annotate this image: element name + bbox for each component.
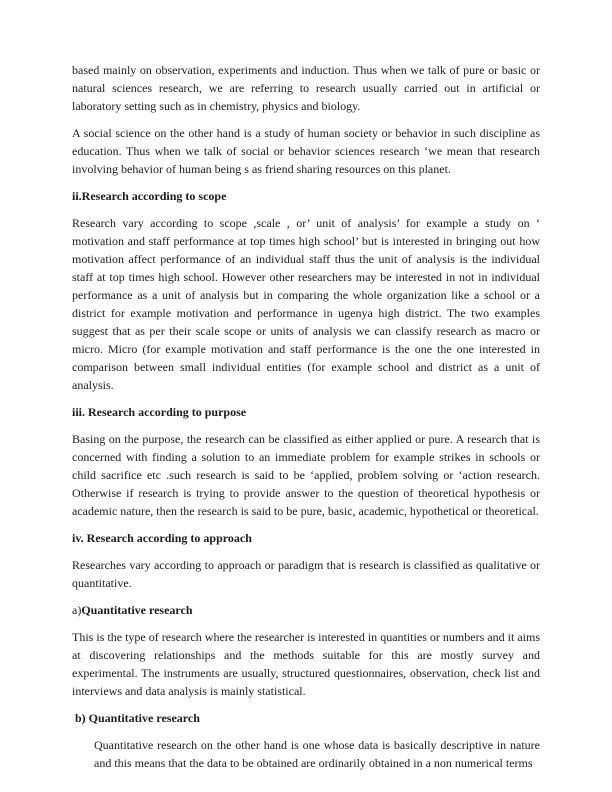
paragraph-social-science: A social science on the other hand is a study of human society or behavior in such discipline as education. Thus when we talk of social or behavior sciences research ‘we mean that research involving behavior of human being s as friend sharing resources on this planet. [72, 126, 540, 176]
heading-prefix-a: a) [72, 603, 82, 617]
paragraph-purpose-detail: Basing on the purpose, the research can be classified as either applied or pure. A research that is concerned with finding a solution to an immediate problem for example strikes in schools or child sacrifice etc .such research is said to be ‘applied, problem solving or ‘action research. Otherwise if research is trying to provide answer to the question of theoretical hypothesis or academic nature, then the research is said to be pure, basic, academic, hypothetical or theoretical. [72, 432, 540, 518]
heading-research-according-to-purpose: iii. Research according to purpose [72, 405, 247, 419]
paragraph-approach-detail: Researches vary according to approach or paradigm that is research is classified as qualitative or quantitative. [72, 558, 540, 590]
heading-research-according-to-approach: iv. Research according to approach [72, 531, 252, 545]
heading-quantitative-research-a [72, 601, 540, 619]
heading-research-according-to-scope: ii.Research according to scope [72, 189, 227, 203]
page-content [72, 61, 540, 781]
paragraph-qualitative-detail: Quantitative research on the other hand is one whose data is basically descriptive in nature and this means that the data to be obtained are ordinarily obtained in a non numerical terms [94, 738, 540, 770]
heading-text-a: Quantitative research [81, 603, 193, 617]
paragraph-quantitative-detail: This is the type of research where the researcher is interested in quantities or numbers and it aims at discovering relationships and the methods suitable for this are mostly survey and experimental. The instruments are usually, structured questionnaires, observation, check list and interviews and data analysis is mainly statistical. [72, 630, 540, 698]
paragraph-natural-sciences: based mainly on observation, experiments and induction. Thus when we talk of pure or basic or natural sciences research, we are referring to research usually carried out in artificial or laboratory setting such as in chemistry, physics and biology. [72, 63, 540, 113]
heading-quantitative-research-b: b) Quantitative research [75, 711, 200, 725]
paragraph-scope-detail: Research vary according to scope ,scale , or’ unit of analysis’ for example a study on ‘ motivation and staff performance at top times high school’ but is interested in bringing out how motivation affect performance of an individual staff thus the unit of analysis is the individual staff at top times high school. However other researchers may be interested in not in individual performance as a unit of analysis but in comparing the whole organization like a school or a district for example motivation and performance in ugenya high district. The two examples suggest that as per their scale scope or units of analysis we can classify research as macro or micro. Micro (for example motivation and staff performance is the one the one interested in comparison between small individual entities (for example school and district as a unit of analysis. [72, 216, 540, 392]
